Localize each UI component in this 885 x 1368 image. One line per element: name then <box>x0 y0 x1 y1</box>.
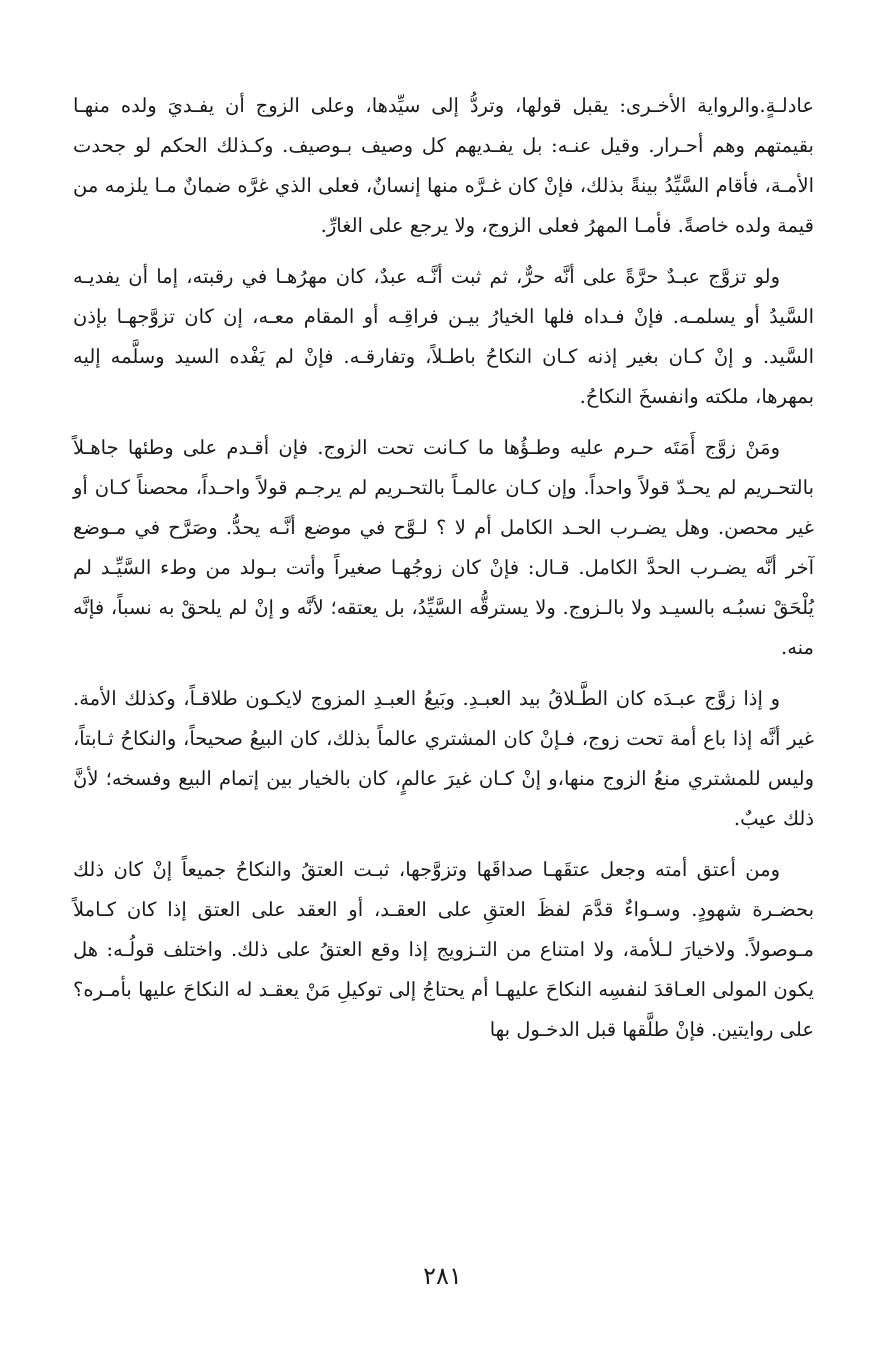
paragraph-5: ومن أعتق أمته وجعل عتقَهـا صداقَها وتزوَّجها، ثبـت العتقُ والنكاحُ جميعاً إنْ كان ذلك بحضـرة شهودٍ. وسـواءٌ قدَّمَ لفظَ العتقِ على العقـد، أو العقد على العتق إذا كان كـاملاً مـوصولاً. ولاخيارَ لـلأمة، ولا امتناع من التـزويج إذا وقع العتقُ على ذلك. واختلف قولُـه: هل يكون المولى العـاقدَ لنفسِه النكاحَ عليهـا أم يحتاجُ إلى توكيلِ مَنْ يعقـد له النكاحَ عليها بأمـره؟ على روايتين. فإنْ طلَّقها قبل الدخـول بها <box>73 858 814 1041</box>
paragraph-2: ولو تزوَّج عبـدٌ حرَّةً على أنَّه حرٌّ، ثم ثبت أنَّـه عبدٌ، كان مهرُهـا في رقبته، إما أن يفديـه السَّيدُ أو يسلمـه. فإنْ فـداه فلها الخيارُ بيـن فراقِـه أو المقام معـه، إن كان تزوَّجهـا بإذن السَّيد. و إنْ كـان بغير إذنه كـان النكاحُ باطـلاً، وتفارقـه. فإنْ لم يَفْده السيد وسلَّمه إليه بمهرها، ملكته وانفسخَ النكاحُ. <box>73 265 814 408</box>
paragraph-4: و إذا زوَّج عبـدَه كان الطَّـلاقُ بيد العبـدِ. وبَيعُ العبـدِ المزوج لايكـون طلاقـاً، وكذلك الأمة. غير أنَّه إذا باع أمة تحت زوج، فـإنْ كان المشتري عالماً بذلك، كان البيعُ صحيحاً، والنكاحُ ثـابتاً، وليس للمشتري منعُ الزوج منها،و إنْ كـان غيرَ عالمٍ، كان بالخيار بين إتمام البيع وفسخه؛ لأنَّ ذلك عيبٌ. <box>73 687 814 830</box>
page-number: ٢٨١ <box>423 1262 462 1290</box>
page-body-text <box>73 86 814 1061</box>
paragraph-3: ومَنْ زوَّج أَمَتَه حـرم عليه وطـؤُها ما كـانت تحت الزوج. فإن أقـدم على وطئها جاهـلاً بالتحـريم لم يحـدّ قولاً واحداً. وإن كـان عالمـاً بالتحـريم لم يرجـم قولاً واحـداً، محصناً كـان أو غير محصن. وهل يضـرب الحـد الكامل أم لا ؟ لـوَّح في موضع أنَّـه يحدُّ. وصَرَّح في مـوضع آخر أنَّه يضـرب الحدَّ الكامل. قـال: فإنْ كان زوجُهـا صغيراً وأتت بـولد من وطء السَّيِّـد لم يُلْحَقْ نسبُـه بالسيـد ولا بالـزوج. ولا يسترقُّه السَّيِّدُ، بل يعتقه؛ لأنَّه و إنْ لم يلحقْ به نسباً، فإنَّه منه. <box>73 436 814 659</box>
paragraph-1: عادلـةٍ.والرواية الأخـرى: يقبل قولها، وتردُّ إلى سيِّدها، وعلى الزوج أن يفـديَ ولده منهـا بقيمتهم وهم أحـرار. وقيل عنـه: بل يفـديهم كل وصيف بـوصيف. وكـذلك الحكم لو جحدت الأمـة، فأقام السَّيِّدُ بينةً بذلك، فإنْ كان غـرَّه منها إنسانٌ، فعلى الذي غرَّه ضمانٌ مـا يلزمه من قيمة ولده خاصةً. فأمـا المهرُ فعلى الزوج، ولا يرجع على الغارِّ. <box>73 94 814 237</box>
